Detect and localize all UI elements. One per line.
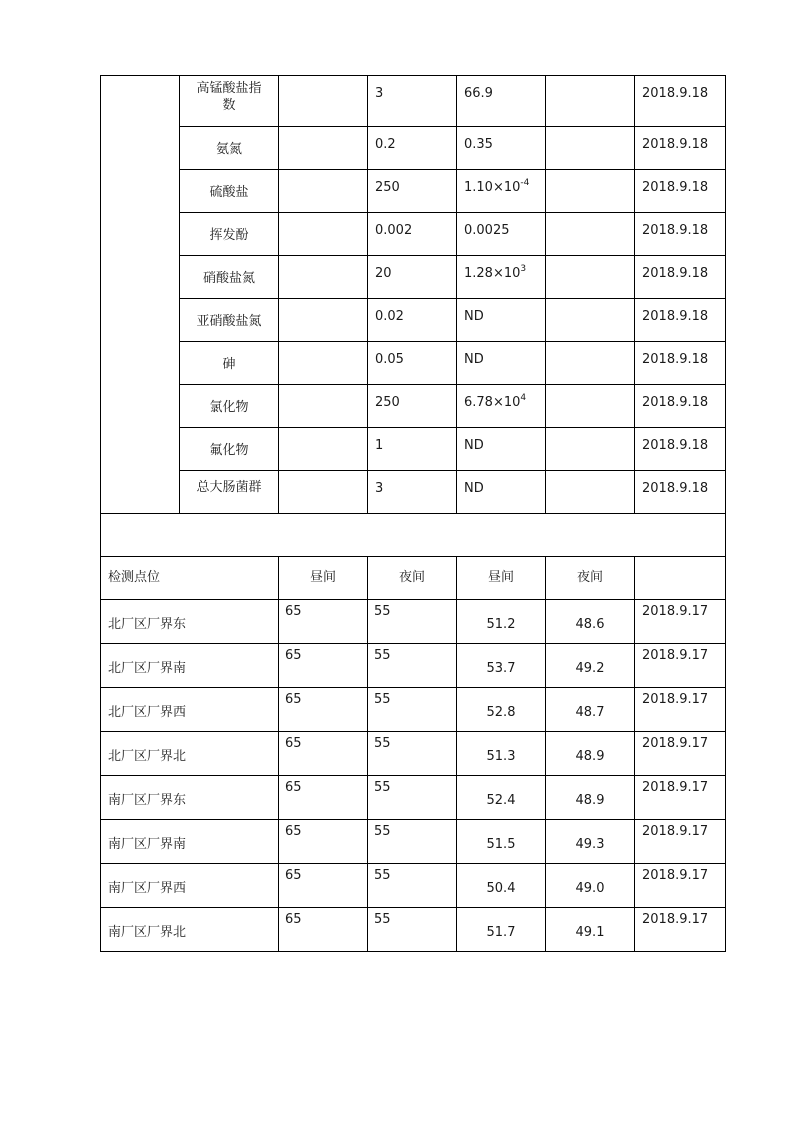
measured-value	[457, 127, 546, 170]
night-limit: 55	[368, 820, 457, 864]
parameter-name	[180, 76, 279, 127]
sample-date: 2018.9.18	[635, 428, 726, 471]
day-measured: 51.5	[457, 820, 546, 864]
empty-cell	[546, 428, 635, 471]
measured-value	[457, 76, 546, 127]
day-measured: 51.7	[457, 908, 546, 952]
empty-cell	[546, 170, 635, 213]
day-measured: 51.3	[457, 732, 546, 776]
measured-value-base: 1.10×10	[464, 180, 521, 195]
table-row	[101, 776, 726, 820]
empty-cell	[546, 76, 635, 127]
location-name: 南厂区厂界西	[101, 864, 279, 908]
night-measured-header: 夜间	[546, 557, 635, 600]
table-row	[101, 127, 726, 170]
sample-date: 2018.9.18	[635, 76, 726, 127]
night-limit: 55	[368, 732, 457, 776]
day-measured: 51.2	[457, 600, 546, 644]
day-measured: 50.4	[457, 864, 546, 908]
measured-value	[457, 299, 546, 342]
sample-date: 2018.9.17	[635, 644, 726, 688]
sample-date: 2018.9.17	[635, 732, 726, 776]
measured-value-base: ND	[464, 481, 484, 496]
limit-value: 0.2	[368, 127, 457, 170]
table-row	[101, 299, 726, 342]
night-limit: 55	[368, 776, 457, 820]
parameter-name: 亚硝酸盐氮	[180, 299, 279, 342]
empty-cell	[546, 299, 635, 342]
empty-cell	[546, 342, 635, 385]
noise-header-row	[101, 557, 726, 600]
limit-value: 3	[368, 471, 457, 514]
limit-value: 250	[368, 170, 457, 213]
measured-value-exponent: 4	[520, 392, 527, 403]
sample-date: 2018.9.18	[635, 299, 726, 342]
location-header: 检测点位	[101, 557, 279, 600]
limit-value: 0.05	[368, 342, 457, 385]
night-limit: 55	[368, 600, 457, 644]
sample-date: 2018.9.18	[635, 471, 726, 514]
limit-value: 0.002	[368, 213, 457, 256]
parameter-name: 硝酸盐氮	[180, 256, 279, 299]
sample-date: 2018.9.17	[635, 600, 726, 644]
empty-cell	[279, 213, 368, 256]
measured-value-base: ND	[464, 352, 484, 367]
night-measured: 49.3	[546, 820, 635, 864]
table-row	[101, 342, 726, 385]
empty-cell	[279, 471, 368, 514]
day-limit: 65	[279, 776, 368, 820]
limit-value: 20	[368, 256, 457, 299]
night-measured: 49.0	[546, 864, 635, 908]
monitoring-table	[100, 75, 726, 952]
day-limit: 65	[279, 908, 368, 952]
empty-cell	[635, 557, 726, 600]
location-name: 南厂区厂界北	[101, 908, 279, 952]
table-row	[101, 600, 726, 644]
measured-value-base: 0.35	[464, 137, 493, 152]
table-row	[101, 76, 726, 127]
empty-cell	[546, 385, 635, 428]
location-name: 北厂区厂界东	[101, 600, 279, 644]
night-limit: 55	[368, 644, 457, 688]
day-limit: 65	[279, 644, 368, 688]
empty-cell	[279, 385, 368, 428]
section-title-cell	[101, 514, 726, 557]
night-limit: 55	[368, 908, 457, 952]
night-limit-header: 夜间	[368, 557, 457, 600]
sample-date: 2018.9.18	[635, 385, 726, 428]
measured-value	[457, 471, 546, 514]
location-name: 北厂区厂界南	[101, 644, 279, 688]
measured-value-exponent: 3	[520, 263, 527, 274]
sample-date: 2018.9.17	[635, 864, 726, 908]
measured-value	[457, 256, 546, 299]
day-measured: 52.4	[457, 776, 546, 820]
empty-cell	[279, 127, 368, 170]
measured-value	[457, 170, 546, 213]
empty-cell	[546, 213, 635, 256]
parameter-name: 挥发酚	[180, 213, 279, 256]
parameter-name: 氟化物	[180, 428, 279, 471]
table-row	[101, 644, 726, 688]
day-limit: 65	[279, 820, 368, 864]
night-limit: 55	[368, 688, 457, 732]
measured-value	[457, 385, 546, 428]
table-row	[101, 428, 726, 471]
parameter-name: 总大肠菌群	[180, 471, 279, 514]
empty-cell	[279, 428, 368, 471]
measured-value-base: ND	[464, 438, 484, 453]
night-measured: 48.9	[546, 732, 635, 776]
parameter-name: 硫酸盐	[180, 170, 279, 213]
parameter-name-line1: 高锰酸盐指	[196, 81, 262, 96]
day-limit: 65	[279, 688, 368, 732]
empty-cell	[279, 256, 368, 299]
table-row	[101, 256, 726, 299]
location-name: 北厂区厂界北	[101, 732, 279, 776]
table-row	[101, 864, 726, 908]
measured-value-exponent: -4	[520, 177, 530, 188]
night-measured: 49.2	[546, 644, 635, 688]
measured-value-base: 66.9	[464, 86, 493, 101]
sample-date: 2018.9.17	[635, 688, 726, 732]
day-measured: 52.8	[457, 688, 546, 732]
table-row	[101, 170, 726, 213]
table-row	[101, 688, 726, 732]
sample-date: 2018.9.18	[635, 342, 726, 385]
day-measured: 53.7	[457, 644, 546, 688]
day-limit: 65	[279, 600, 368, 644]
location-name: 北厂区厂界西	[101, 688, 279, 732]
night-measured: 48.7	[546, 688, 635, 732]
night-limit: 55	[368, 864, 457, 908]
night-measured: 48.6	[546, 600, 635, 644]
parameter-name-line2: 数	[222, 98, 236, 113]
sample-date: 2018.9.17	[635, 776, 726, 820]
sample-date: 2018.9.18	[635, 256, 726, 299]
parameter-name: 氨氮	[180, 127, 279, 170]
table-row	[101, 820, 726, 864]
day-limit-header: 昼间	[279, 557, 368, 600]
empty-cell	[279, 170, 368, 213]
empty-cell	[546, 127, 635, 170]
measured-value	[457, 213, 546, 256]
limit-value: 250	[368, 385, 457, 428]
measured-value	[457, 342, 546, 385]
measured-value-base: ND	[464, 309, 484, 324]
day-limit: 65	[279, 732, 368, 776]
empty-cell	[279, 342, 368, 385]
limit-value: 0.02	[368, 299, 457, 342]
table-row	[101, 908, 726, 952]
night-measured: 48.9	[546, 776, 635, 820]
table-row	[101, 732, 726, 776]
location-name: 南厂区厂界南	[101, 820, 279, 864]
table-row	[101, 213, 726, 256]
parameter-name: 氯化物	[180, 385, 279, 428]
empty-cell	[279, 76, 368, 127]
sample-date: 2018.9.18	[635, 127, 726, 170]
day-measured-header: 昼间	[457, 557, 546, 600]
empty-cell	[546, 256, 635, 299]
table-row	[101, 385, 726, 428]
empty-cell	[279, 299, 368, 342]
table-row	[101, 471, 726, 514]
measured-value	[457, 428, 546, 471]
sample-date: 2018.9.17	[635, 820, 726, 864]
measured-value-base: 1.28×10	[464, 266, 521, 281]
limit-value: 1	[368, 428, 457, 471]
sample-date: 2018.9.17	[635, 908, 726, 952]
day-limit: 65	[279, 864, 368, 908]
sample-date: 2018.9.18	[635, 213, 726, 256]
night-measured: 49.1	[546, 908, 635, 952]
parameter-name: 砷	[180, 342, 279, 385]
limit-value: 3	[368, 76, 457, 127]
sample-date: 2018.9.18	[635, 170, 726, 213]
measured-value-base: 6.78×10	[464, 395, 521, 410]
empty-cell	[546, 471, 635, 514]
location-name: 南厂区厂界东	[101, 776, 279, 820]
section-divider-row	[101, 514, 726, 557]
measured-value-base: 0.0025	[464, 223, 510, 238]
merged-category-cell	[101, 76, 180, 514]
